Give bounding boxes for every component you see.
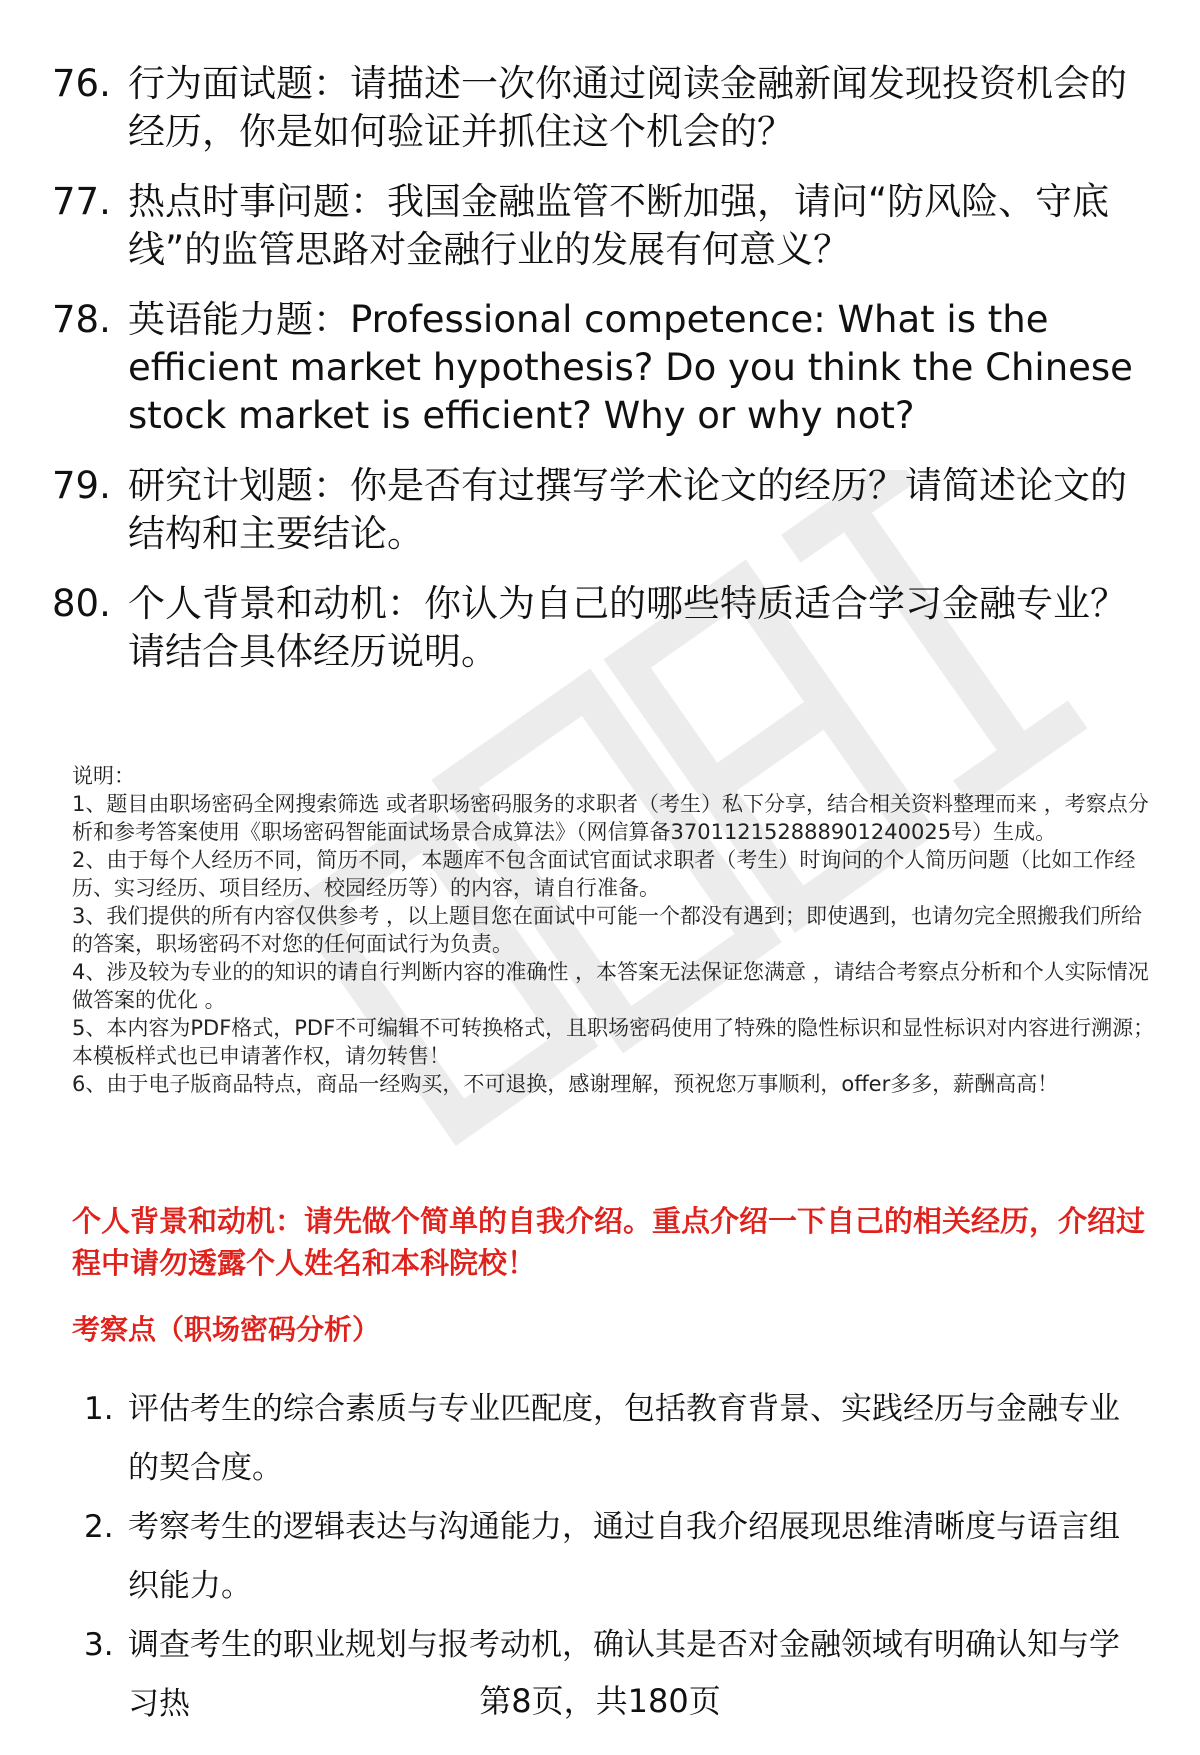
question-text: 热点时事问题：我国金融监管不断加强，请问“防风险、守底线”的监管思路对金融行业的发展有何意义？: [128, 180, 1110, 271]
question-number: 79.: [52, 464, 111, 507]
note-item: 6、由于电子版商品特点，商品一经购买，不可退换，感谢理解，预祝您万事顺利，offer多多，薪酬高高！: [72, 1072, 1059, 1096]
question-text: 行为面试题：请描述一次你通过阅读金融新闻发现投资机会的经历，你是如何验证并抓住这个机会的？: [128, 62, 1127, 153]
note-item: 1、题目由职场密码全网搜索筛选 或者职场密码服务的求职者（考生）私下分享，结合相关资料整理而来 ，考察点分析和参考答案使用《职场密码智能面试场景合成算法》（网信算备370112152888901240025号）生成。: [72, 792, 1149, 844]
question-item: [0, 462, 1200, 558]
section-question-title: 个人背景和动机：请先做个简单的自我介绍。重点介绍一下自己的相关经历，介绍过程中请勿透露个人姓名和本科院校！: [72, 1204, 1146, 1280]
note-item: 4、涉及较为专业的的知识的请自行判断内容的准确性 ，本答案无法保证您满意 ，请结合考察点分析和个人实际情况做答案的优化 。: [72, 960, 1149, 1012]
question-item: [0, 60, 1200, 156]
notes-block: [72, 762, 1162, 1098]
analysis-number: 1.: [84, 1391, 114, 1427]
analysis-number: 2.: [84, 1509, 114, 1545]
question-number: 77.: [52, 180, 111, 223]
question-list: [0, 60, 1200, 698]
page-footer: 第8页，共180页: [479, 1682, 721, 1720]
question-item: [0, 296, 1200, 440]
analysis-text: 评估考生的综合素质与专业匹配度，包括教育背景、实践经历与金融专业的契合度。: [128, 1391, 1120, 1486]
analysis-heading: 考察点（职场密码分析）: [72, 1313, 381, 1346]
question-item: [0, 580, 1200, 676]
analysis-number: 3.: [84, 1627, 114, 1663]
question-text: 英语能力题：Professional competence: What is the efficient market hypothesis? Do you think the Chinese stock market is efficient? Why or why not?: [128, 298, 1133, 437]
analysis-text: 考察考生的逻辑表达与沟通能力，通过自我介绍展现思维清晰度与语言组织能力。: [128, 1509, 1120, 1604]
question-number: 78.: [52, 298, 111, 341]
question-number: 80.: [52, 582, 111, 625]
note-item: 5、本内容为PDF格式，PDF不可编辑不可转换格式，且职场密码使用了特殊的隐性标识和显性标识对内容进行溯源；本模板样式也已申请著作权，请勿转售！: [72, 1016, 1155, 1068]
analysis-item: [0, 1380, 1200, 1498]
question-text: 研究计划题：你是否有过撰写学术论文的经历？请简述论文的结构和主要结论。: [128, 464, 1127, 555]
analysis-item: [0, 1498, 1200, 1616]
question-text: 个人背景和动机：你认为自己的哪些特质适合学习金融专业？请结合具体经历说明。: [128, 582, 1127, 673]
question-number: 76.: [52, 62, 111, 105]
note-item: 2、由于每个人经历不同，简历不同，本题库不包含面试官面试求职者（考生）时询问的个人简历问题（比如工作经历、实习经历、项目经历、校园经历等）的内容，请自行准备。: [72, 848, 1136, 900]
question-item: [0, 178, 1200, 274]
note-item: 3、我们提供的所有内容仅供参考 ，以上题目您在面试中可能一个都没有遇到；即使遇到，也请勿完全照搬我们所给的答案，职场密码不对您的任何面试行为负责。: [72, 904, 1143, 956]
notes-title: 说明：: [72, 764, 135, 788]
analysis-text: 调查考生的职业规划与报考动机，确认其是否对金融领域有明确认知与学习热: [128, 1627, 1120, 1722]
